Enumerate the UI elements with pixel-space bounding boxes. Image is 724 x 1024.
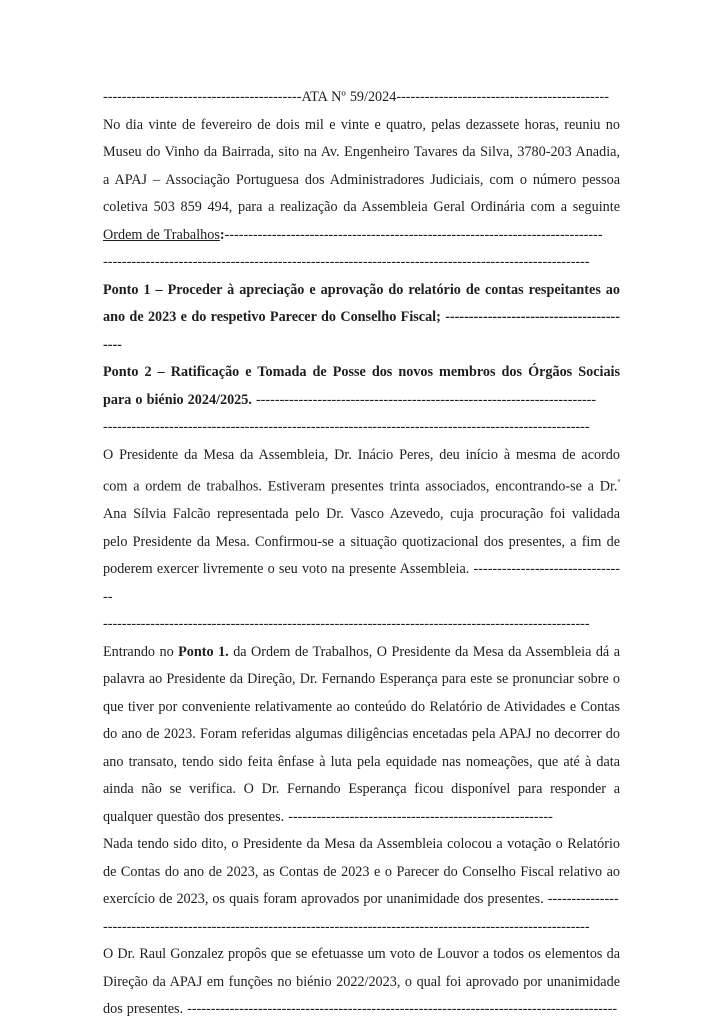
agenda-item-1 [103,277,620,360]
louvor-fill-dashes: ------------------------------------------------------------------------------------------- [187,1001,618,1018]
presidente-fill-dashes: --------------------------------- [103,561,620,605]
intro-agenda-label: Ordem de Trabalhos [103,226,220,243]
ponto1-text: da Ordem de Trabalhos, O Presidente da Mesa da Assembleia dá a palavra ao Presidente da Direção, Dr. Fernando Esperança para este se pronunciar sobre o que tiver por conveniente relativamente ao conteúdo do Relatório de Atividades e Contas do ano de 2023. Foram referidas algumas diligências encetadas pela APAJ no decorrer do ano transato, tendo sido feita ênfase à luta pela equidade nas nomeações, que até à data ainda não se verifica. O Dr. Fernando Esperança ficou disponível para responder a qualquer questão dos presentes. [103,643,620,825]
votacao-text: Nada tendo sido dito, o Presidente da Mesa da Assembleia colocou a votação o Relatório de Contas do ano de 2023, as Contas de 2023 e o Parecer do Conselho Fiscal relativo ao exercício de 2023, os quais foram aprovados por unanimidade dos presentes. [103,836,620,908]
paragraph-intro [103,112,620,250]
separator-line-3 [103,611,620,639]
intro-fill-dashes: -------------------------------------------------------------------------------- [224,226,603,243]
louvor-text: O Dr. Raul Gonzalez propôs que se efetuasse um voto de Louvor a todos os elementos da Direção da APAJ em funções no biénio 2022/2023, o qual foi aprovado por unanimidade dos presentes. [103,946,620,1018]
separator-dashes: ------------------------------------------------------------------------------------------------------- [103,254,590,270]
agenda-item-2 [103,359,620,414]
presidente-text: O Presidente da Mesa da Assembleia, Dr. Inácio Peres, deu início à mesma de acordo com a ordem de trabalhos. Estiveram presentes trinta associados, encontrando-se a Dr. [103,446,620,495]
separator-line-4 [103,914,620,942]
doc-title: ATA Nº 59/2024 [301,89,397,105]
ponto1-fill-dashes: -------------------------------------------------------- [288,808,553,825]
presidente-ordinal-sup: ª [617,477,620,487]
separator-dashes: ------------------------------------------------------------------------------------------------------- [103,616,590,633]
votacao-fill-dashes: --------------- [547,891,619,908]
title-dashes-right: --------------------------------------------- [396,89,609,105]
agenda-item-2-text: Ponto 2 – Ratificação e Tomada de Posse dos novos membros dos Órgãos Sociais para o biénio 2024/2025. [103,364,620,408]
separator-line-1 [103,249,620,277]
paragraph-louvor [103,941,620,1024]
title-dashes-left: ------------------------------------------ [103,89,302,105]
intro-colon: : [219,226,225,243]
separator-line-2 [103,414,620,442]
agenda-item-2-fill-dashes: ------------------------------------------------------------------------ [255,391,597,408]
ponto1-bold-ref: Ponto 1. [178,643,229,660]
paragraph-votacao [103,831,620,914]
agenda-item-1-text: Ponto 1 – Proceder à apreciação e aprovação do relatório de contas respeitantes ao ano de 2023 e do respetivo Parecer do Conselho Fiscal; [103,281,620,325]
presidente-text-cont: Ana Sílvia Falcão representada pelo Dr. Vasco Azevedo, cuja procuração foi validada pelo Presidente da Mesa. Confirmou-se a situação quotizacional dos presentes, a fim de poderem exercer livremente o seu voto na presente Assembleia. [103,506,620,578]
separator-dashes: ------------------------------------------------------------------------------------------------------- [103,918,590,935]
intro-text: No dia vinte de fevereiro de dois mil e vinte e quatro, pelas dezassete horas, reuniu no Museu do Vinho da Bairrada, sito na Av. Engenheiro Tavares da Silva, 3780-203 Anadia, a APAJ – Associação Portuguesa dos Administradores Judiciais, com o número pessoa coletiva 503 859 494, para a realização da Assembleia Geral Ordinária com a seguinte [103,116,620,215]
separator-dashes: ------------------------------------------------------------------------------------------------------- [103,419,590,435]
doc-title-line [103,84,620,112]
paragraph-ponto1-discussion [103,639,620,832]
agenda-item-1-fill-dashes: ----------------------------------------- [103,309,620,353]
ponto1-lead-text: Entrando no [103,643,179,660]
document-page [103,84,620,1024]
paragraph-presidente [103,442,620,612]
